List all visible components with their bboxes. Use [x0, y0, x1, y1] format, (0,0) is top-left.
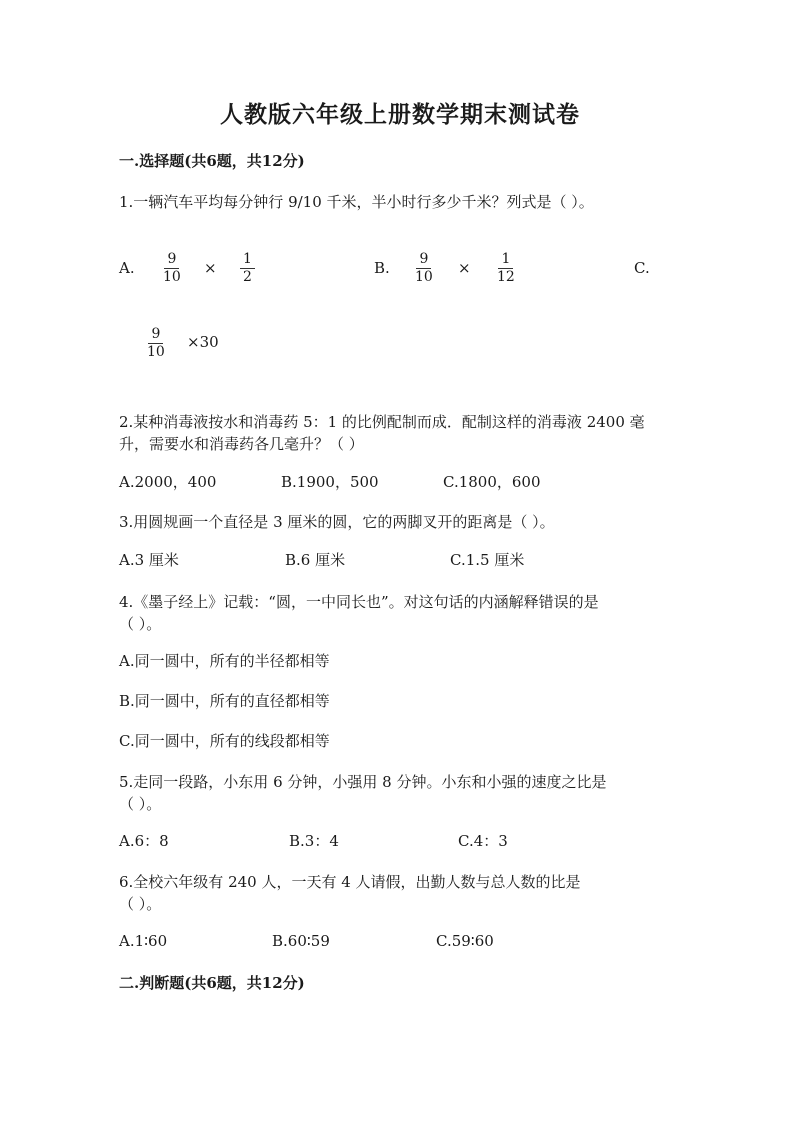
q1-option-b-times: × [458, 259, 471, 277]
q1-option-b-fraction-1 [412, 251, 436, 286]
q1-option-c-tail: ×30 [187, 333, 219, 351]
fraction-denominator: 10 [163, 269, 181, 285]
question-4-line-1: 4.《墨子经上》记载：“圆，一中同长也”。对这句话的内涵解释错误的是 [119, 593, 599, 611]
fraction-denominator: 12 [497, 269, 515, 285]
q1-option-b-fraction-2 [494, 251, 518, 286]
q6-option-c: C.59∶60 [436, 932, 494, 950]
fraction-numerator: 9 [416, 251, 431, 269]
fraction-denominator: 2 [243, 269, 252, 285]
question-6-line-2: （ ）。 [119, 895, 162, 913]
fraction-denominator: 10 [415, 269, 433, 285]
q5-option-a: A.6：8 [119, 832, 169, 850]
fraction-numerator: 9 [164, 251, 179, 269]
question-5-line-2: （ ）。 [119, 795, 162, 813]
question-5-line-1: 5.走同一段路，小东用 6 分钟，小强用 8 分钟。小东和小强的速度之比是 [119, 773, 607, 791]
q1-option-a-times: × [204, 259, 217, 277]
q3-option-b: B.6 厘米 [285, 551, 346, 569]
question-3-stem: 3.用圆规画一个直径是 3 厘米的圆，它的两脚叉开的距离是（ ）。 [119, 513, 555, 531]
section-heading-choice: 一.选择题(共6题，共12分) [119, 152, 305, 170]
question-2-line-2: 升，需要水和消毒药各几毫升？（ ） [119, 435, 364, 453]
fraction-numerator: 1 [498, 251, 513, 269]
q1-option-b-label: B. [374, 259, 390, 277]
q4-option-c: C.同一圆中，所有的线段都相等 [119, 732, 330, 750]
section-heading-judgement: 二.判断题(共6题，共12分) [119, 974, 305, 992]
q5-option-b: B.3：4 [289, 832, 339, 850]
q5-option-c: C.4：3 [458, 832, 508, 850]
question-2-line-1: 2.某种消毒液按水和消毒药 5：1 的比例配制而成．配制这样的消毒液 2400 毫 [119, 413, 645, 431]
q1-option-a-fraction-2 [240, 251, 255, 286]
q1-option-c-label: C. [634, 259, 650, 277]
fraction-numerator: 1 [240, 251, 255, 269]
q6-option-a: A.1∶60 [119, 932, 168, 950]
q4-option-a: A.同一圆中，所有的半径都相等 [119, 652, 330, 670]
q1-option-a-fraction-1 [160, 251, 184, 286]
q1-option-c-fraction [144, 326, 168, 361]
page-title: 人教版六年级上册数学期末测试卷 [220, 101, 580, 128]
q3-option-c: C.1.5 厘米 [450, 551, 525, 569]
q3-option-a: A.3 厘米 [119, 551, 179, 569]
q2-option-c: C.1800，600 [443, 473, 541, 491]
q4-option-b: B.同一圆中，所有的直径都相等 [119, 692, 330, 710]
question-6-line-1: 6.全校六年级有 240 人，一天有 4 人请假，出勤人数与总人数的比是 [119, 873, 581, 891]
question-4-line-2: （ ）。 [119, 615, 162, 633]
q2-option-a: A.2000，400 [119, 473, 217, 491]
q6-option-b: B.60∶59 [272, 932, 330, 950]
fraction-numerator: 9 [148, 326, 163, 344]
question-1-stem: 1.一辆汽车平均每分钟行 9/10 千米，半小时行多少千米？列式是（ ）。 [119, 193, 594, 211]
q2-option-b: B.1900，500 [281, 473, 379, 491]
fraction-denominator: 10 [147, 344, 165, 360]
q1-option-a-label: A. [119, 259, 135, 277]
